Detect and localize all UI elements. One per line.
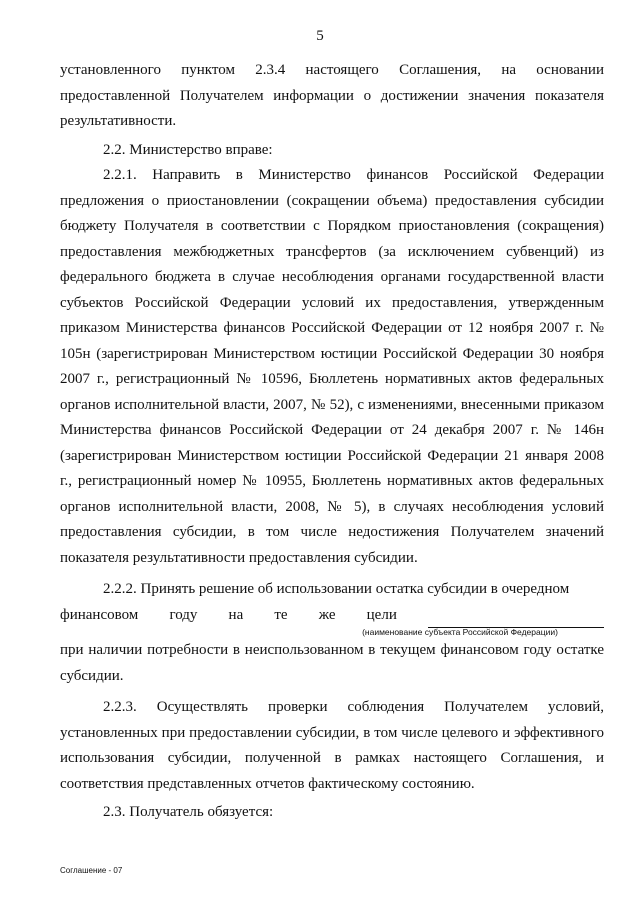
paragraph-2-2-3: 2.2.3. Осуществлять проверки соблюдения Получателем условий, установленных при предоставлении субсидии, в том числе целевого и эффективного использования субсидии, полученной в рамках настоящего Соглашения, и соответствия представленных отчетов фактическому состоянию. [60,699,604,792]
page-number: 5 [316,28,324,44]
footer-label: Соглашение - 07 [60,866,123,875]
fill-word: же [318,606,336,623]
fill-word: году [169,606,198,623]
paragraph-2-2-2-rest: при наличии потребности в неиспользованном в текущем финансовом году остатке субсидии. [60,642,604,684]
paragraph-intro: установленного пунктом 2.3.4 настоящего Соглашения, на основании предоставленной Получателем информации о достижении значения показателя результативности. [60,62,604,129]
fill-word: те [274,606,288,623]
fill-word: финансовом [60,606,139,623]
document-body [60,58,604,826]
blank-field-caption: (наименование субъекта Российской Федерации) [362,627,558,637]
paragraph-2-2-1: 2.2.1. Направить в Министерство финансов Российской Федерации предложения о приостановлении (сокращении объема) предоставления субсидии бюджету Получателя в соответствии с Порядком приостановления (сокращения) предоставления межбюджетных трансфертов (за исключением субвенций) из федерального бюджета в случае несоблюдения органами государственной власти субъектов Российской Федерации условий их предоставления, утвержденным приказом Министерства финансов Российской Федерации от 12 ноября 2007 г. № 105н (зарегистрирован Министерством юстиции Российской Федерации 30 ноября 2007 г., регистрационный № 10596, Бюллетень нормативных актов федеральных органов исполнительной власти, 2007, № 52), с изменениями, внесенными приказом Министерства финансов Российской Федерации от 24 декабря 2007 г. № 146н (зарегистрирован Министерством юстиции Российской Федерации 21 января 2008 г., регистрационный номер № 10955, Бюллетень нормативных актов федеральных органов исполнительной власти, 2008, № 5), в случаях несоблюдения условий предоставления субсидии, в том числе недостижения Получателем значений показателя результативности предоставления субсидии. [60,167,604,566]
paragraph-2-2-2-fill-line [60,603,604,629]
paragraph-2-2: 2.2. Министерство вправе: [103,141,273,158]
fill-word: цели [366,606,397,623]
paragraph-2-2-2-first: 2.2.2. Принять решение об использовании остатка субсидии в очередном [103,581,570,597]
paragraph-2-3: 2.3. Получатель обязуется: [103,804,274,820]
fill-word: на [228,606,244,623]
